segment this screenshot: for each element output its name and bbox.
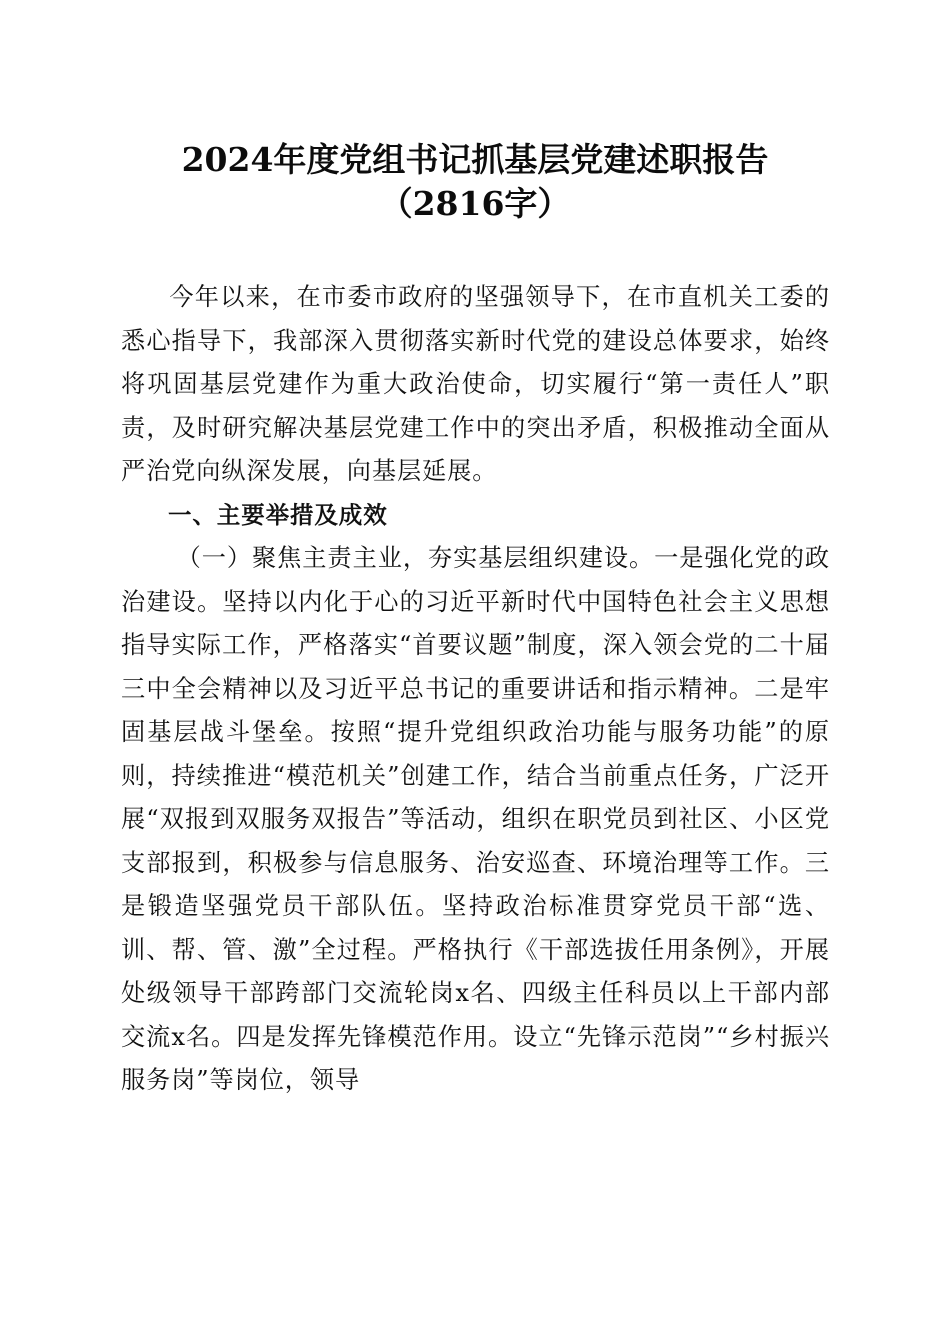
- section-heading: 一、主要举措及成效: [168, 500, 388, 529]
- document-title: 2024年度党组书记抓基层党建述职报告: [181, 140, 769, 179]
- document-subtitle: （2816字）: [379, 184, 571, 223]
- intro-paragraph: 今年以来，在市委市政府的坚强领导下，在市直机关工委的悉心指导下，我部深入贯彻落实新时代党的建设总体要求，始终将巩固基层党建作为重大政治使命，切实履行“第一责任人”职责，及时研究解决基层党建工作中的突出矛盾，积极推动全面从严治党向纵深发展，向基层延展。: [121, 283, 830, 485]
- section-paragraph: （一）聚焦主责主业，夯实基层组织建设。一是强化党的政治建设。坚持以内化于心的习近平新时代中国特色社会主义思想指导实际工作，严格落实“首要议题”制度，深入领会党的二十届三中全会精神以及习近平总书记的重要讲话和指示精神。二是牢固基层战斗堡垒。按照“提升党组织政治功能与服务功能”的原则，持续推进“模范机关”创建工作，结合当前重点任务，广泛开展“双报到双服务双报告”等活动，组织在职党员到社区、小区党支部报到，积极参与信息服务、治安巡查、环境治理等工作。三是锻造坚强党员干部队伍。坚持政治标准贯穿党员干部“选、训、帮、管、激”全过程。严格执行《干部选拔任用条例》，开展处级领导干部跨部门交流轮岗x名、四级主任科员以上干部内部交流x名。四是发挥先锋模范作用。设立“先锋示范岗”“乡村振兴服务岗”等岗位，领导: [121, 544, 830, 1094]
- title-block: [0, 138, 950, 226]
- document-body: [121, 276, 830, 1103]
